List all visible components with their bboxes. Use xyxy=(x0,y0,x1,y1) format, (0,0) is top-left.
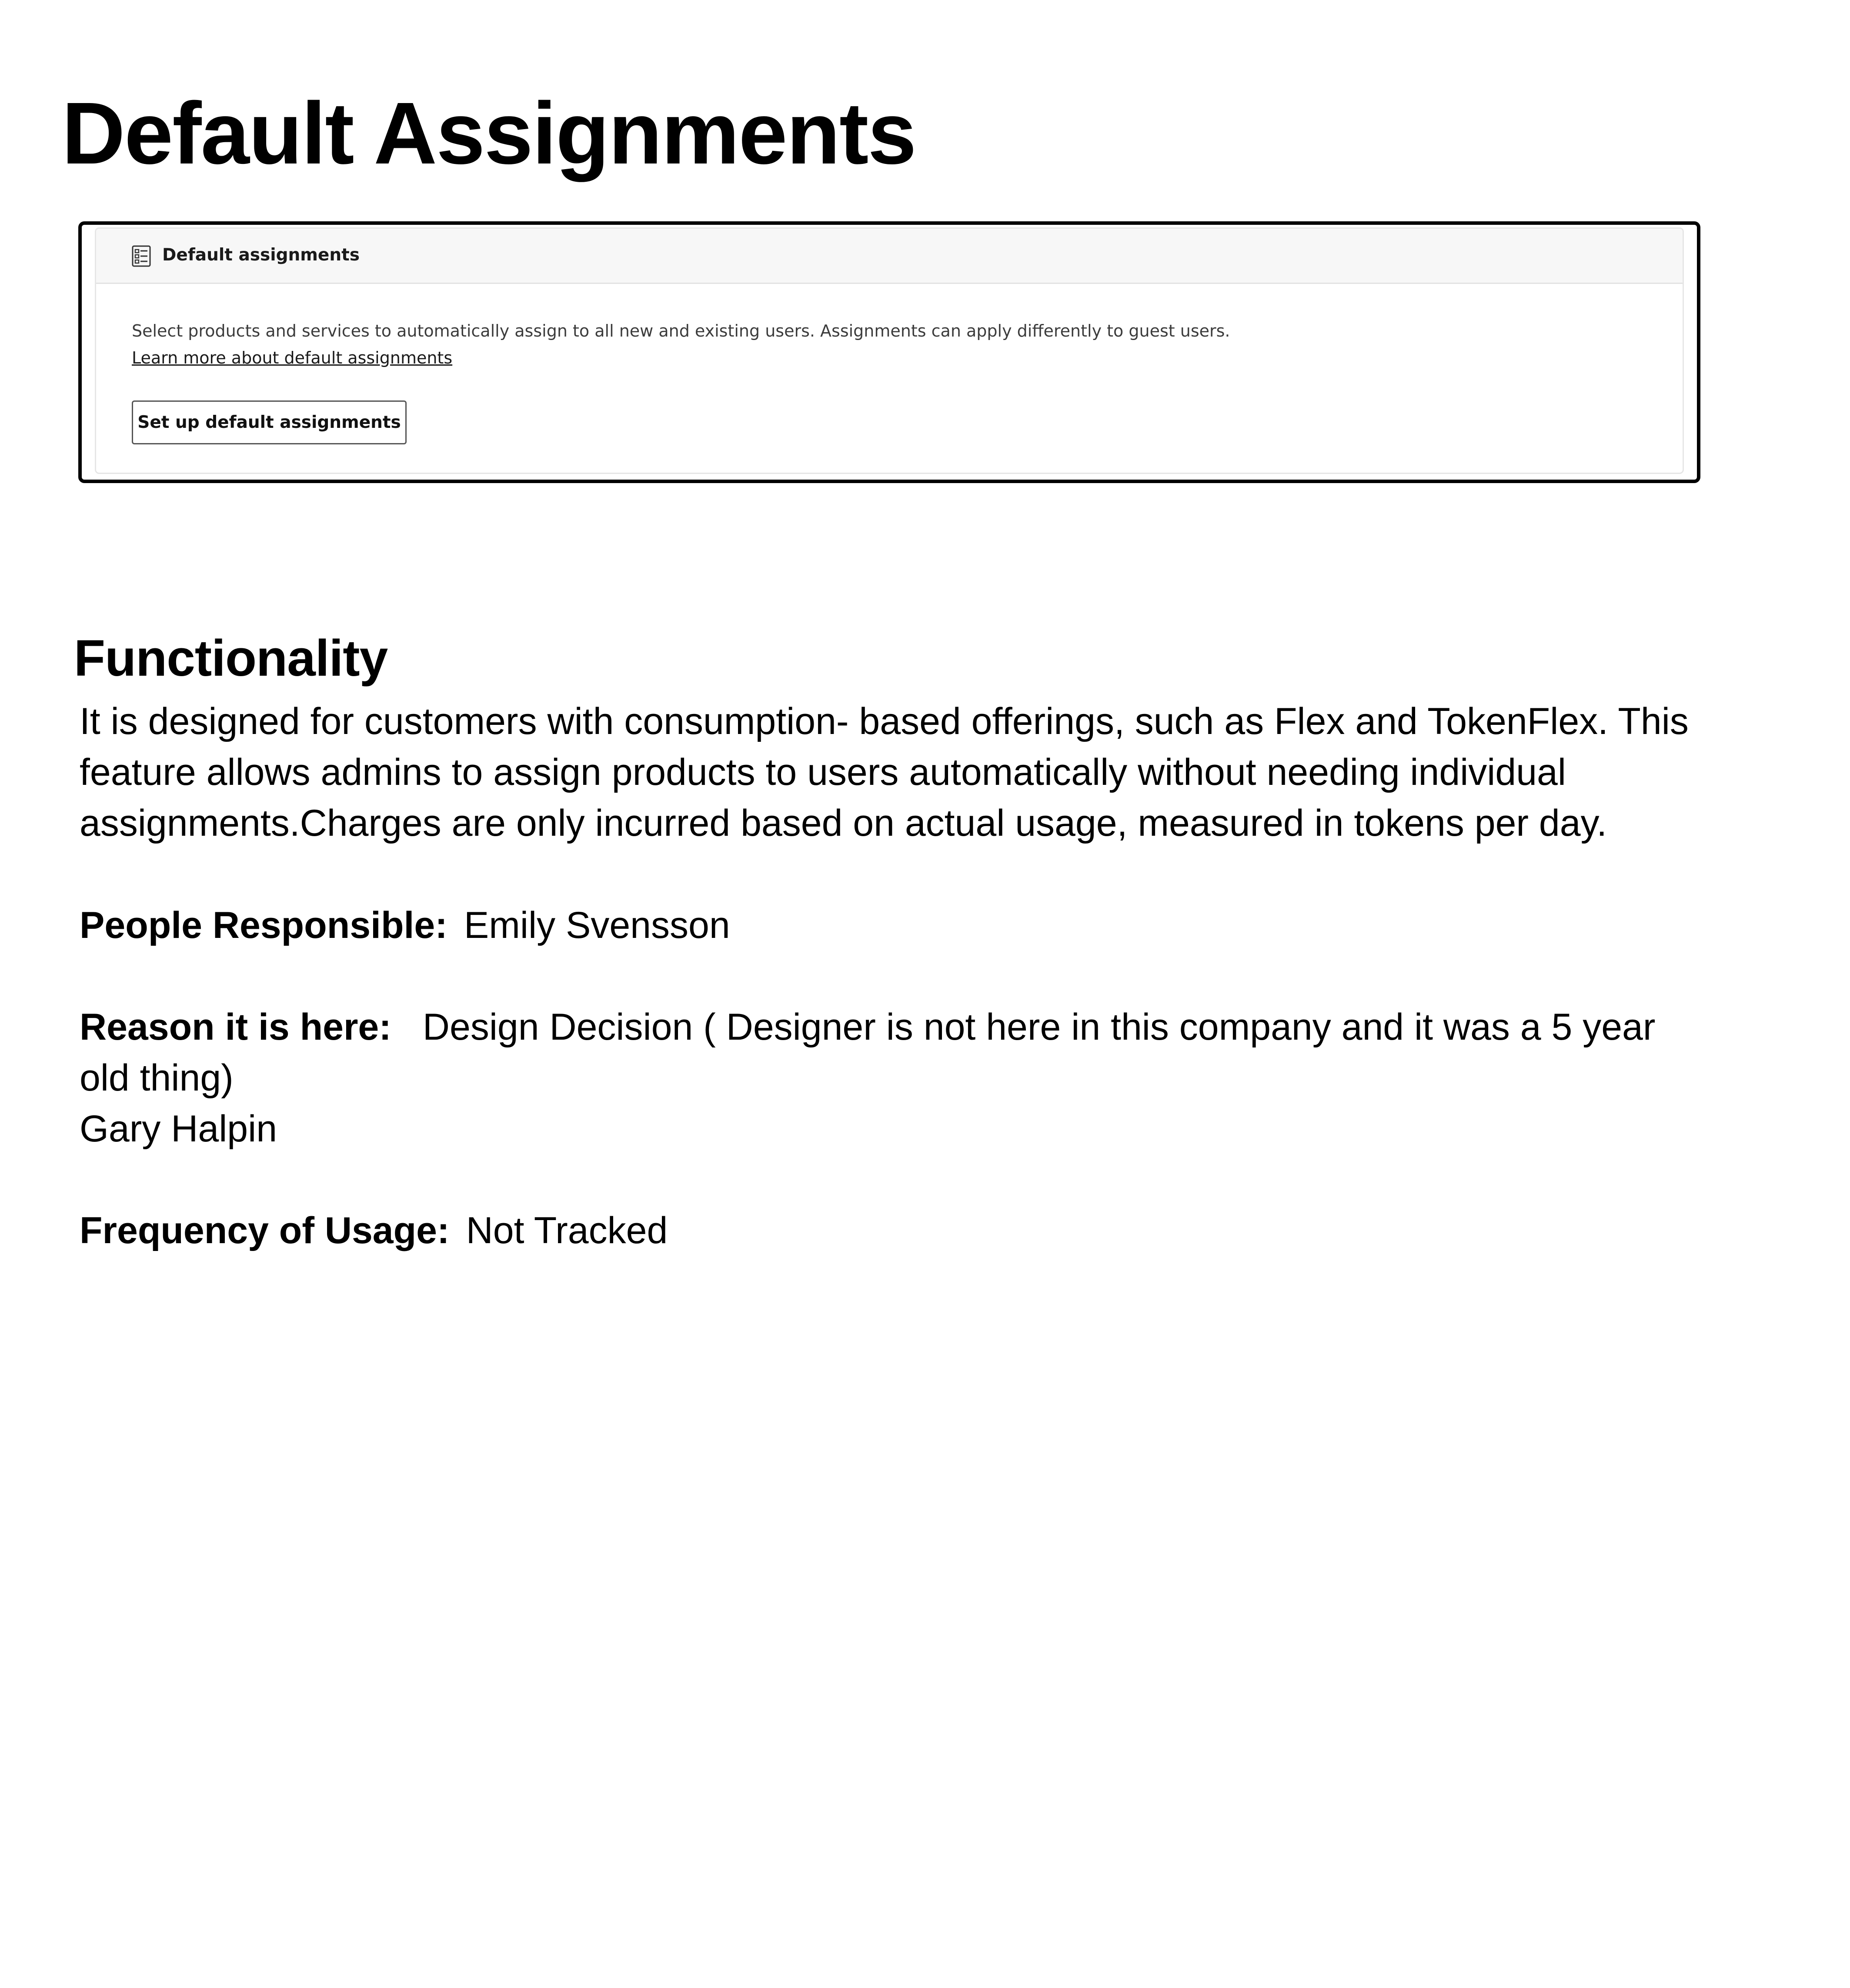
default-assignments-panel xyxy=(95,227,1684,474)
page-title: Default Assignments xyxy=(62,84,916,182)
reason-row xyxy=(80,1002,1715,1154)
list-details-icon xyxy=(132,245,151,267)
learn-more-link[interactable]: Learn more about default assignments xyxy=(132,348,453,367)
panel-header xyxy=(96,229,1683,284)
set-up-default-assignments-button[interactable]: Set up default assignments xyxy=(132,400,407,444)
reason-value: Design Decision ( Designer is not here in this company and it was a 5 year old thing) xyxy=(80,1006,1656,1099)
functionality-description: It is designed for customers with consumption- based offerings, such as Flex and TokenFlex. This feature allows admins to assign products to users automatically without needing individual assignments.Charges are only incurred based on actual usage, measured in tokens per day. xyxy=(80,700,1689,844)
people-responsible-value: Emily Svensson xyxy=(464,904,730,946)
panel-description: Select products and services to automatically assign to all new and existing users. Assignments can apply differently to guest users. xyxy=(132,321,1230,340)
people-responsible-label: People Responsible: xyxy=(80,904,447,946)
people-responsible-row xyxy=(80,900,1715,951)
frequency-row xyxy=(80,1205,1715,1256)
functionality-heading: Functionality xyxy=(74,630,388,687)
reason-extra-name: Gary Halpin xyxy=(80,1108,277,1150)
frequency-label: Frequency of Usage: xyxy=(80,1210,450,1251)
frequency-value: Not Tracked xyxy=(466,1210,668,1251)
panel-header-title: Default assignments xyxy=(162,245,360,265)
screenshot-frame xyxy=(78,221,1700,483)
reason-label: Reason it is here: xyxy=(80,1006,391,1048)
